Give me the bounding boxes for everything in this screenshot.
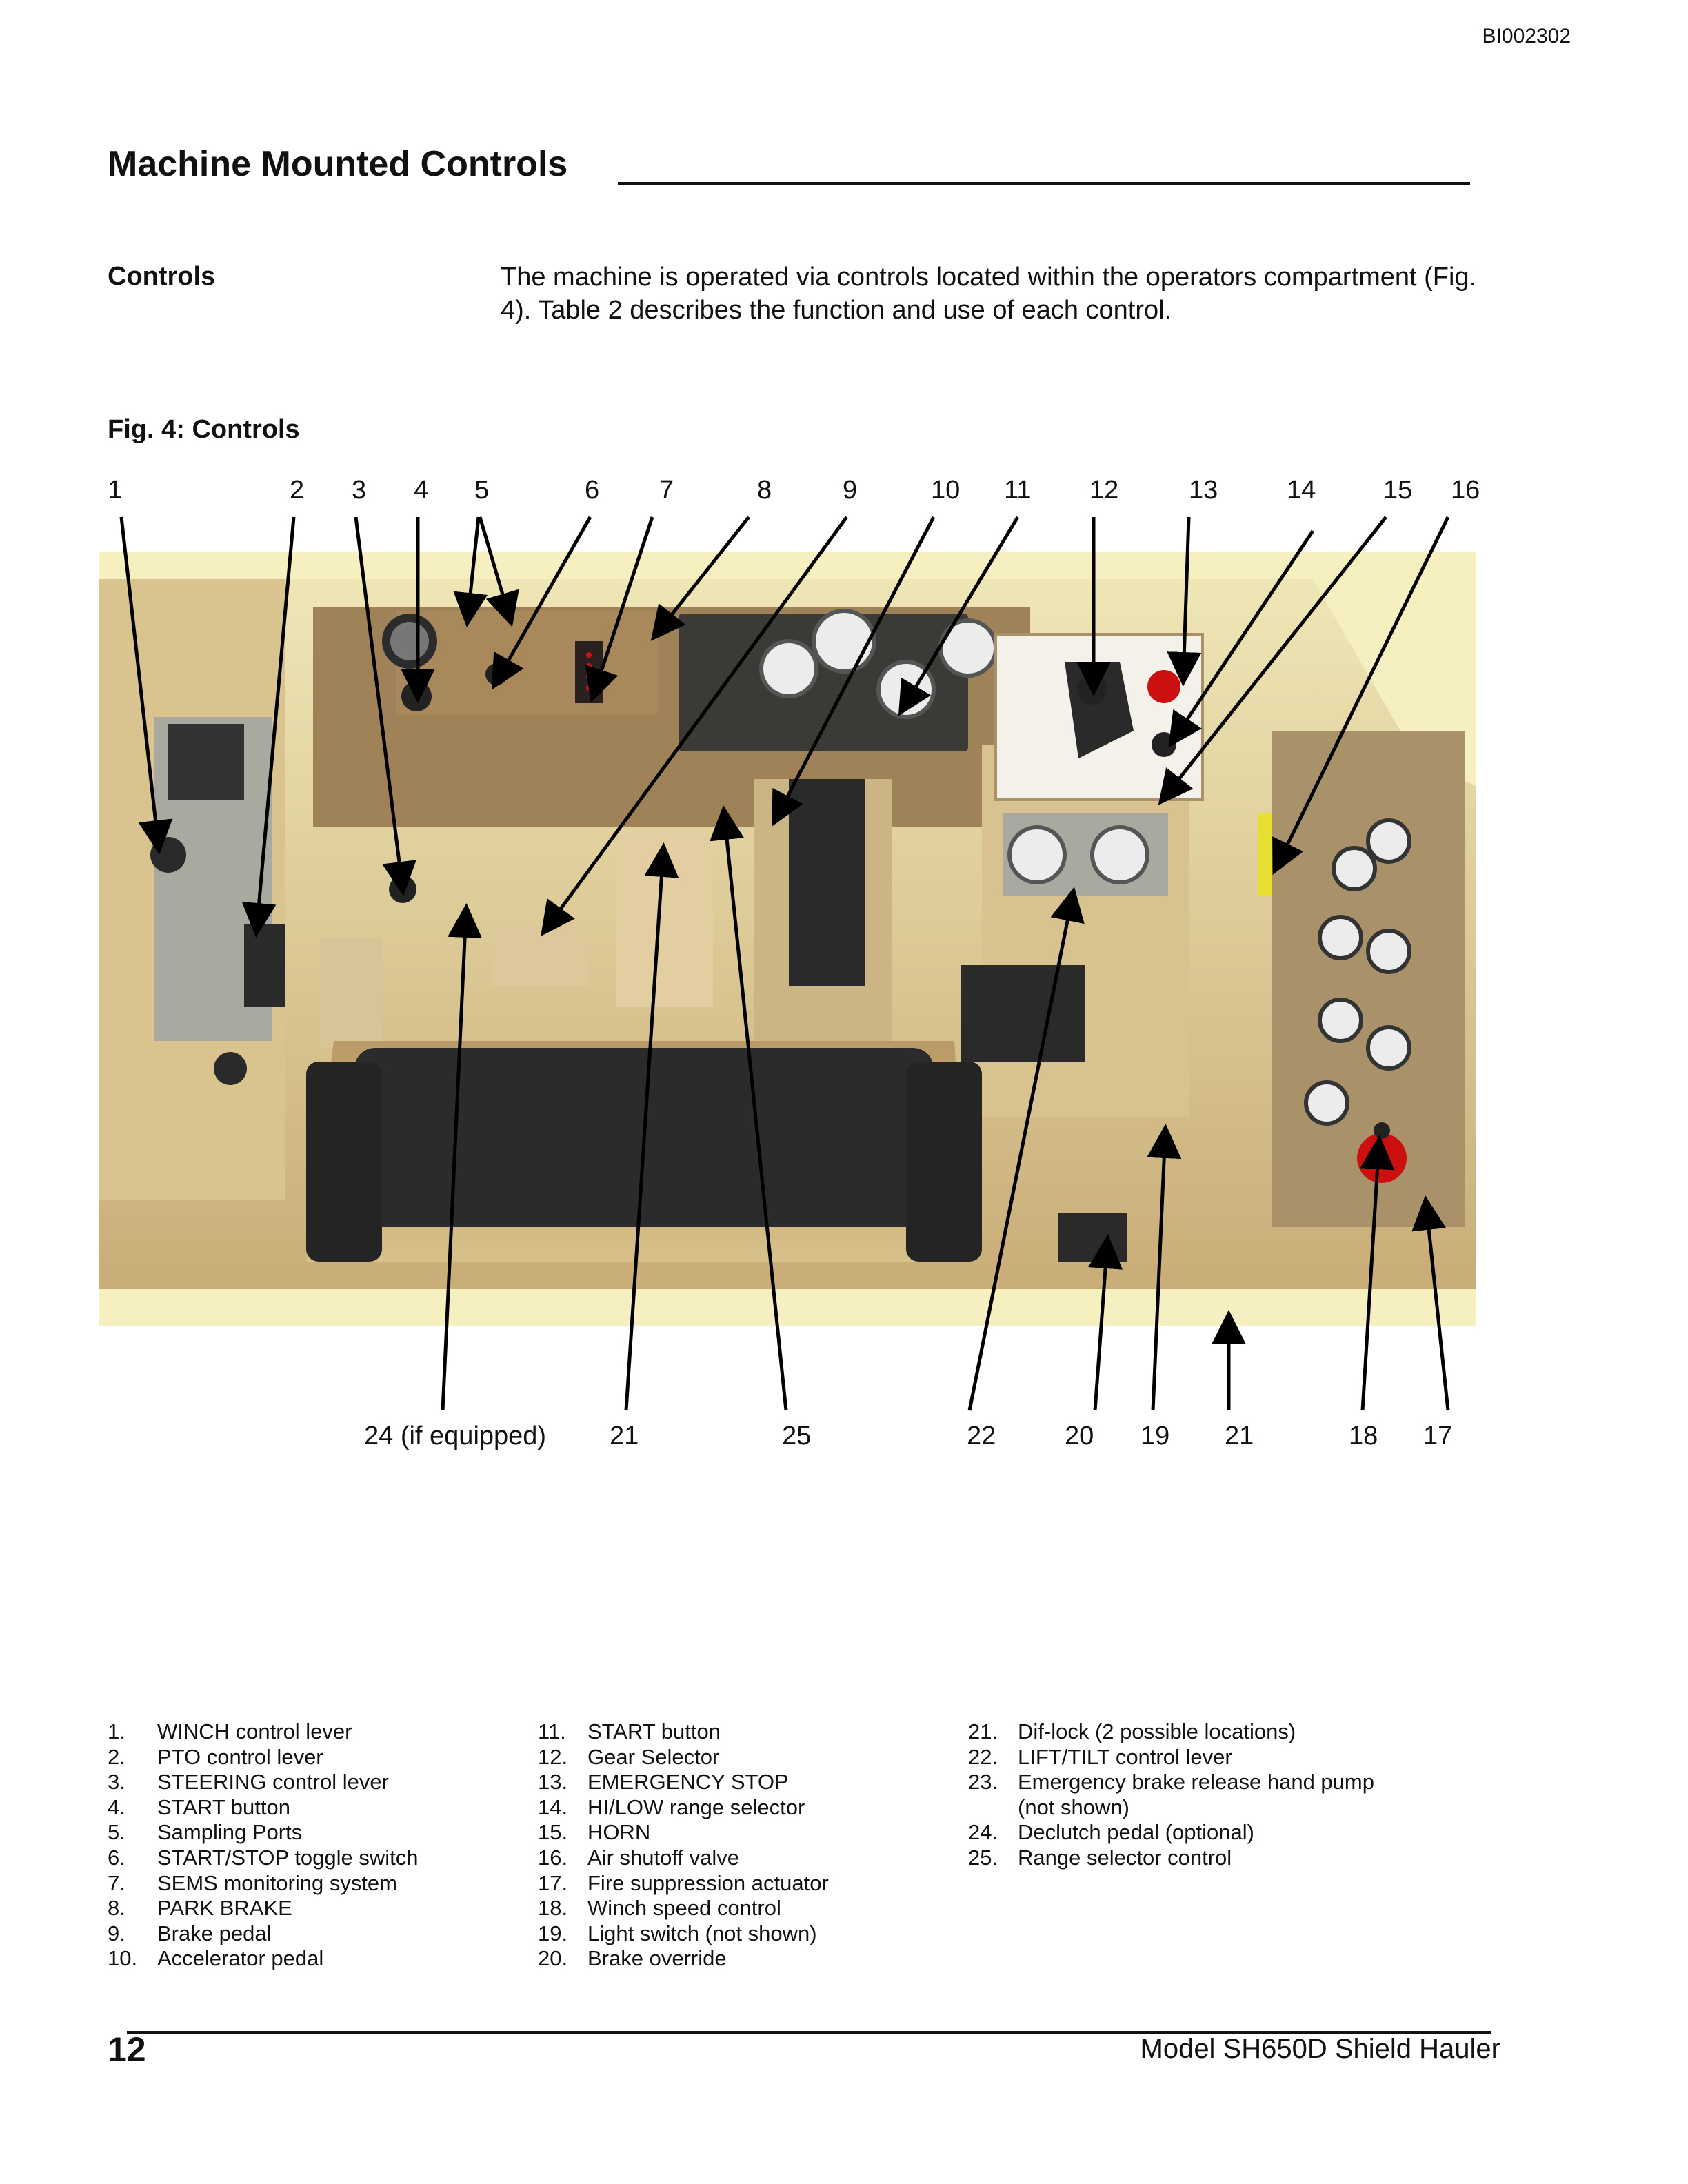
callout-10: 10 [931, 476, 961, 505]
legend-item: 22. LIFT/TILT control lever [968, 1744, 1232, 1769]
legend-item: 21. Dif-lock (2 possible locations) [968, 1719, 1296, 1743]
legend-item: 24. Declutch pedal (optional) [968, 1820, 1254, 1845]
callout-13: 13 [1189, 476, 1218, 505]
legend-item: 8. PARK BRAKE [108, 1896, 292, 1921]
section-title: Machine Mounted Controls [108, 144, 568, 184]
model-name: Model SH650D Shield Hauler [1140, 2034, 1500, 2064]
legend-item: 3. STEERING control lever [108, 1770, 389, 1794]
legend-item: 9. Brake pedal [108, 1921, 272, 1945]
callout-22: 22 [967, 1422, 996, 1450]
callout-19: 19 [1141, 1422, 1170, 1450]
legend-item: 14. HI/LOW range selector [538, 1794, 805, 1819]
callout-4: 4 [414, 476, 429, 505]
callout-8: 8 [757, 476, 772, 505]
callout-9: 9 [843, 476, 858, 505]
title-rule [618, 182, 1470, 185]
legend-item: 5. Sampling Ports [108, 1820, 303, 1845]
callout-16: 16 [1451, 476, 1480, 505]
callout-24: 24 (if equipped) [364, 1422, 547, 1450]
callout-14: 14 [1287, 476, 1316, 505]
legend-item: 16. Air shutoff valve [538, 1845, 739, 1870]
legend-item: 25. Range selector control [968, 1845, 1232, 1870]
legend-item: 11. START button [538, 1719, 721, 1743]
legend-item: 10. Accelerator pedal [108, 1946, 324, 1971]
legend-item: 13. EMERGENCY STOP [538, 1770, 789, 1794]
legend-item: 15. HORN [538, 1820, 651, 1845]
callout-2: 2 [290, 476, 305, 505]
callout-11: 11 [1004, 476, 1032, 505]
side-heading: Controls [108, 262, 216, 291]
callout-6: 6 [585, 476, 600, 505]
callout-17: 17 [1423, 1422, 1453, 1450]
callout-1: 1 [108, 476, 123, 505]
document-id: BI002302 [1482, 25, 1571, 48]
legend-item: 20. Brake override [538, 1946, 727, 1971]
legend-item: 2. PTO control lever [108, 1744, 323, 1769]
legend-item: 17. Fire suppression actuator [538, 1870, 829, 1895]
callout-21b: 21 [1225, 1422, 1254, 1450]
callout-25: 25 [782, 1422, 812, 1450]
legend-item: 6. START/STOP toggle switch [108, 1845, 419, 1870]
callout-12: 12 [1089, 476, 1119, 505]
legend-column-2 [538, 1719, 938, 1972]
legend-column-1 [108, 1719, 494, 1972]
legend-item: 12. Gear Selector [538, 1744, 720, 1769]
legend-item: 18. Winch speed control [538, 1896, 781, 1921]
legend-item: 23. Emergency brake release hand pump [968, 1770, 1374, 1794]
callout-18: 18 [1349, 1422, 1378, 1450]
figure-caption: Fig. 4: Controls [108, 415, 300, 444]
operator-compartment-illustration [99, 552, 1476, 1326]
legend-column-3 [968, 1719, 1423, 1871]
legend-item: 1. WINCH control lever [108, 1719, 352, 1743]
legend-item: 7. SEMS monitoring system [108, 1870, 397, 1895]
intro-paragraph: The machine is operated via controls located within the operators compartment (Fig. 4). Table 2 describes the function and use of each control. [501, 263, 1477, 325]
callout-20: 20 [1065, 1422, 1094, 1450]
callout-21a: 21 [610, 1422, 639, 1450]
callout-5: 5 [474, 476, 490, 505]
page-number: 12 [108, 2030, 146, 2069]
callout-3: 3 [352, 476, 367, 505]
legend-item: 4. START button [108, 1794, 290, 1819]
legend-item: 19. Light switch (not shown) [538, 1921, 817, 1945]
legend-item-continuation: (not shown) [1018, 1794, 1129, 1819]
callout-15: 15 [1383, 476, 1413, 505]
callout-7: 7 [659, 476, 674, 505]
